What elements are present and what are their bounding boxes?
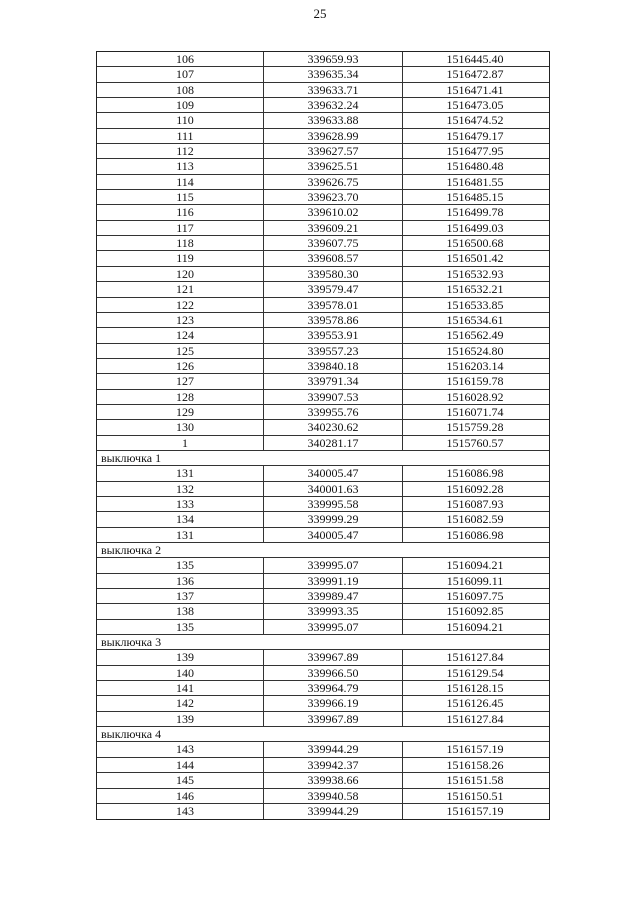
y-coordinate-cell: 1516471.41	[446, 82, 504, 97]
x-coordinate-cell: 339625.51	[263, 159, 403, 173]
x-coordinate-cell: 339999.29	[263, 512, 403, 526]
y-coordinate-cell: 1516485.15	[446, 190, 504, 205]
point-number-cell: 133	[176, 496, 194, 511]
y-coordinate-cell: 1516473.05	[446, 98, 504, 113]
y-coordinate-cell: 1516092.85	[446, 604, 504, 619]
x-coordinate-cell: 339628.99	[263, 129, 403, 143]
y-coordinate-cell: 1516082.59	[446, 512, 504, 527]
x-coordinate-cell: 339609.21	[263, 221, 403, 235]
y-coordinate-cell: 1516534.61	[446, 312, 504, 327]
y-coordinate-cell: 1516474.52	[446, 113, 504, 128]
table-row	[97, 282, 549, 297]
table-row	[97, 83, 549, 98]
y-coordinate-cell: 1516129.54	[446, 665, 504, 680]
point-number-cell: 110	[176, 113, 194, 128]
x-coordinate-cell: 339633.71	[263, 83, 403, 97]
x-coordinate-cell: 339626.75	[263, 175, 403, 189]
x-coordinate-cell: 339955.76	[263, 405, 403, 419]
x-coordinate-cell: 339966.19	[263, 696, 403, 710]
table-row	[97, 789, 549, 804]
x-coordinate-cell: 339633.88	[263, 113, 403, 127]
y-coordinate-cell: 1516472.87	[446, 67, 504, 82]
y-coordinate-cell: 1516087.93	[446, 496, 504, 511]
table-row	[97, 313, 549, 328]
table-row	[97, 436, 549, 451]
y-coordinate-cell: 1516128.15	[446, 681, 504, 696]
y-coordinate-cell: 1516126.45	[446, 696, 504, 711]
point-number-cell: 132	[176, 481, 194, 496]
y-coordinate-cell: 1516086.98	[446, 466, 504, 481]
table-row	[97, 466, 549, 481]
y-coordinate-cell: 1516499.78	[446, 205, 504, 220]
y-coordinate-cell: 1516157.19	[446, 803, 504, 818]
point-number-cell: 115	[176, 190, 194, 205]
point-number-cell: 1	[182, 435, 188, 450]
table-row	[97, 159, 549, 174]
y-coordinate-cell: 1516445.40	[446, 52, 504, 66]
section-label: выключка 2	[101, 543, 162, 557]
x-coordinate-cell: 339995.58	[263, 497, 403, 511]
table-row	[97, 405, 549, 420]
section-row	[97, 451, 549, 466]
table-row	[97, 696, 549, 711]
x-coordinate-cell: 340001.63	[263, 482, 403, 496]
table-row	[97, 681, 549, 696]
y-coordinate-cell: 1516094.21	[446, 619, 504, 634]
point-number-cell: 139	[176, 650, 194, 665]
table-row	[97, 773, 549, 788]
section-row	[97, 727, 549, 742]
point-number-cell: 126	[176, 358, 194, 373]
table-row	[97, 359, 549, 374]
x-coordinate-cell: 339944.29	[263, 804, 403, 819]
x-coordinate-cell: 339608.57	[263, 251, 403, 265]
x-coordinate-cell: 339967.89	[263, 712, 403, 726]
point-number-cell: 119	[176, 251, 194, 266]
x-coordinate-cell: 339578.86	[263, 313, 403, 327]
y-coordinate-cell: 1516158.26	[446, 757, 504, 772]
x-coordinate-cell: 339610.02	[263, 205, 403, 219]
table-row	[97, 558, 549, 573]
x-coordinate-cell: 340230.62	[263, 420, 403, 434]
point-number-cell: 127	[176, 374, 194, 389]
x-coordinate-cell: 339607.75	[263, 236, 403, 250]
point-number-cell: 134	[176, 512, 194, 527]
x-coordinate-cell: 339989.47	[263, 589, 403, 603]
point-number-cell: 138	[176, 604, 194, 619]
table-row	[97, 512, 549, 527]
point-number-cell: 131	[176, 527, 194, 542]
point-number-cell: 106	[176, 52, 194, 66]
y-coordinate-cell: 1516532.93	[446, 266, 504, 281]
y-coordinate-cell: 1516159.78	[446, 374, 504, 389]
point-number-cell: 141	[176, 681, 194, 696]
table-row	[97, 528, 549, 543]
y-coordinate-cell: 1516501.42	[446, 251, 504, 266]
point-number-cell: 139	[176, 711, 194, 726]
table-row	[97, 712, 549, 727]
x-coordinate-cell: 339632.24	[263, 98, 403, 112]
table-row	[97, 390, 549, 405]
table-row	[97, 175, 549, 190]
point-number-cell: 140	[176, 665, 194, 680]
table-row	[97, 589, 549, 604]
table-row	[97, 328, 549, 343]
point-number-cell: 120	[176, 266, 194, 281]
x-coordinate-cell: 339578.01	[263, 298, 403, 312]
y-coordinate-cell: 1516127.84	[446, 650, 504, 665]
y-coordinate-cell: 1516562.49	[446, 328, 504, 343]
y-coordinate-cell: 1516203.14	[446, 358, 504, 373]
point-number-cell: 114	[176, 174, 194, 189]
table-row	[97, 67, 549, 82]
x-coordinate-cell: 339627.57	[263, 144, 403, 158]
point-number-cell: 143	[176, 742, 194, 757]
x-coordinate-cell: 340281.17	[263, 436, 403, 450]
y-coordinate-cell: 1516127.84	[446, 711, 504, 726]
point-number-cell: 123	[176, 312, 194, 327]
table-row	[97, 666, 549, 681]
point-number-cell: 129	[176, 404, 194, 419]
table-row	[97, 267, 549, 282]
table-row	[97, 650, 549, 665]
table-row	[97, 374, 549, 389]
table-row	[97, 758, 549, 773]
x-coordinate-cell: 339995.07	[263, 558, 403, 572]
point-number-cell: 116	[176, 205, 194, 220]
x-coordinate-cell: 339840.18	[263, 359, 403, 373]
point-number-cell: 124	[176, 328, 194, 343]
point-number-cell: 137	[176, 589, 194, 604]
table-row	[97, 604, 549, 619]
table-row	[97, 482, 549, 497]
point-number-cell: 107	[176, 67, 194, 82]
table-row	[97, 129, 549, 144]
x-coordinate-cell: 339993.35	[263, 604, 403, 618]
table-row	[97, 144, 549, 159]
y-coordinate-cell: 1516157.19	[446, 742, 504, 757]
x-coordinate-cell: 339938.66	[263, 773, 403, 787]
y-coordinate-cell: 1516097.75	[446, 589, 504, 604]
point-number-cell: 144	[176, 757, 194, 772]
section-label: выключка 4	[101, 727, 162, 742]
x-coordinate-cell: 340005.47	[263, 466, 403, 480]
y-coordinate-cell: 1516071.74	[446, 404, 504, 419]
x-coordinate-cell: 339967.89	[263, 650, 403, 664]
y-coordinate-cell: 1516150.51	[446, 788, 504, 803]
table-row	[97, 742, 549, 757]
point-number-cell: 125	[176, 343, 194, 358]
y-coordinate-cell: 1516524.80	[446, 343, 504, 358]
y-coordinate-cell: 1516099.11	[446, 573, 504, 588]
x-coordinate-cell: 339791.34	[263, 374, 403, 388]
table-row	[97, 205, 549, 220]
x-coordinate-cell: 339907.53	[263, 390, 403, 404]
x-coordinate-cell: 339991.19	[263, 574, 403, 588]
x-coordinate-cell: 339966.50	[263, 666, 403, 680]
x-coordinate-cell: 339553.91	[263, 328, 403, 342]
y-coordinate-cell: 1516499.03	[446, 220, 504, 235]
table-row	[97, 190, 549, 205]
y-coordinate-cell: 1516479.17	[446, 128, 504, 143]
table-row	[97, 251, 549, 266]
y-coordinate-cell: 1516532.21	[446, 282, 504, 297]
x-coordinate-cell: 340005.47	[263, 528, 403, 542]
coordinates-table	[96, 51, 550, 820]
point-number-cell: 130	[176, 420, 194, 435]
y-coordinate-cell: 1516094.21	[446, 558, 504, 573]
point-number-cell: 121	[176, 282, 194, 297]
y-coordinate-cell: 1516151.58	[446, 773, 504, 788]
y-coordinate-cell: 1516481.55	[446, 174, 504, 189]
point-number-cell: 109	[176, 98, 194, 113]
table-row	[97, 221, 549, 236]
page-number: 25	[313, 6, 327, 21]
x-coordinate-cell: 339964.79	[263, 681, 403, 695]
point-number-cell: 136	[176, 573, 194, 588]
point-number-cell: 112	[176, 144, 194, 159]
x-coordinate-cell: 339635.34	[263, 67, 403, 81]
table-row	[97, 804, 549, 819]
point-number-cell: 128	[176, 389, 194, 404]
point-number-cell: 111	[176, 128, 194, 143]
x-coordinate-cell: 339995.07	[263, 620, 403, 634]
point-number-cell: 142	[176, 696, 194, 711]
point-number-cell: 145	[176, 773, 194, 788]
section-label: выключка 3	[101, 635, 162, 650]
y-coordinate-cell: 1516477.95	[446, 144, 504, 159]
x-coordinate-cell: 339580.30	[263, 267, 403, 281]
table-row	[97, 52, 549, 67]
table-row	[97, 620, 549, 635]
table-row	[97, 236, 549, 251]
x-coordinate-cell: 339940.58	[263, 789, 403, 803]
point-number-cell: 117	[176, 220, 194, 235]
point-number-cell: 131	[176, 466, 194, 481]
point-number-cell: 146	[176, 788, 194, 803]
x-coordinate-cell: 339942.37	[263, 758, 403, 772]
table-row	[97, 344, 549, 359]
y-coordinate-cell: 1516028.92	[446, 389, 504, 404]
section-label: выключка 1	[101, 450, 162, 465]
point-number-cell: 108	[176, 82, 194, 97]
y-coordinate-cell: 1515760.57	[446, 435, 504, 450]
table-row	[97, 574, 549, 589]
table-row	[97, 113, 549, 128]
point-number-cell: 122	[176, 297, 194, 312]
point-number-cell: 135	[176, 619, 194, 634]
table-row	[97, 497, 549, 512]
table-row	[97, 98, 549, 113]
x-coordinate-cell: 339579.47	[263, 282, 403, 296]
y-coordinate-cell: 1516533.85	[446, 297, 504, 312]
table-row	[97, 420, 549, 435]
point-number-cell: 113	[176, 159, 194, 174]
point-number-cell: 118	[176, 236, 194, 251]
y-coordinate-cell: 1516086.98	[446, 527, 504, 542]
x-coordinate-cell: 339623.70	[263, 190, 403, 204]
x-coordinate-cell: 339659.93	[263, 52, 403, 66]
table-row	[97, 298, 549, 313]
section-row	[97, 635, 549, 650]
y-coordinate-cell: 1516480.48	[446, 159, 504, 174]
point-number-cell: 143	[176, 803, 194, 818]
section-row	[97, 543, 549, 558]
y-coordinate-cell: 1516500.68	[446, 236, 504, 251]
point-number-cell: 135	[176, 558, 194, 573]
y-coordinate-cell: 1515759.28	[446, 420, 504, 435]
x-coordinate-cell: 339557.23	[263, 344, 403, 358]
x-coordinate-cell: 339944.29	[263, 742, 403, 756]
y-coordinate-cell: 1516092.28	[446, 481, 504, 496]
